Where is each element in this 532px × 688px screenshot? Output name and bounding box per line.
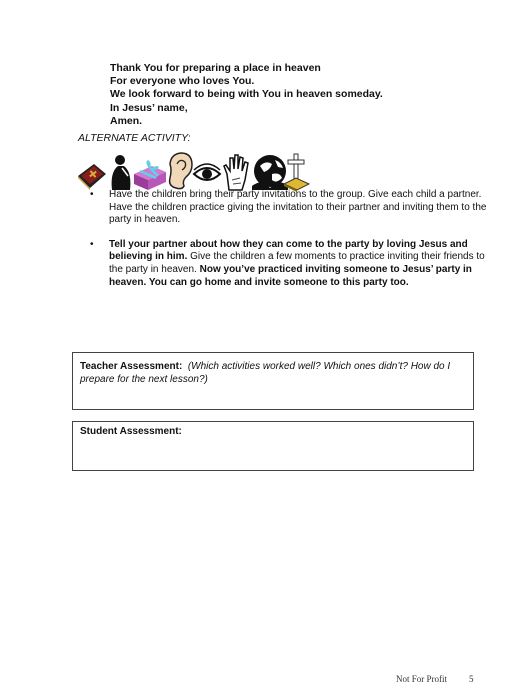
gift-icon [134, 160, 166, 190]
student-assessment-box[interactable] [72, 421, 474, 471]
ear-icon [170, 153, 192, 189]
bullet-bold-text: Tell your partner about how they can come to the party by loving Jesus and believing in him. [109, 238, 468, 263]
teacher-assessment-question: (Which activities worked well? Which ones didn’t? How do I prepare for the next lesson?) [80, 361, 451, 385]
prayer-line: Thank You for preparing a place in heaven [110, 62, 321, 74]
globe-icon [252, 155, 288, 190]
bullet-icon: • [90, 238, 94, 250]
prayer-line: We look forward to being with You in heaven someday. [110, 88, 383, 101]
hand-icon [224, 155, 248, 190]
prayer-line: In Jesus’ name, [110, 101, 188, 114]
student-assessment-label: Student Assessment: [80, 426, 182, 437]
bullet-text: Give the children a few moments to practice inviting their friends to the party in heaven. [109, 251, 485, 275]
closing-prayer [110, 62, 383, 128]
bullet-text: Have the children bring their party invitations to the group. Give each child a partner. Have the children practice giving the invitation to their partner and inviting them to the party in heaven. [109, 189, 487, 226]
activity-icon-strip [76, 150, 310, 192]
cross-icon [284, 154, 309, 192]
alternate-activity-heading: ALTERNATE ACTIVITY: [78, 132, 191, 144]
alternate-activity-list [90, 189, 488, 289]
bible-icon [78, 164, 106, 190]
eye-icon [194, 164, 220, 180]
list-item [90, 239, 488, 289]
bullet-icon: • [90, 189, 94, 200]
list-item [90, 189, 488, 227]
teacher-assessment-box[interactable] [72, 352, 474, 410]
teacher-assessment-label: Teacher Assessment: [80, 361, 183, 372]
praying-child-icon [112, 155, 131, 190]
prayer-line: For everyone who loves You. [110, 75, 255, 88]
footer-text: Not For Profit [396, 674, 448, 684]
page-footer [396, 674, 474, 684]
bullet-bold-text: Now you’ve practiced inviting someone to Jesus’ party in heaven. You can go home and invite someone to this party too. [109, 263, 472, 288]
page-number: 5 [469, 674, 474, 684]
prayer-line: Amen. [110, 114, 143, 127]
